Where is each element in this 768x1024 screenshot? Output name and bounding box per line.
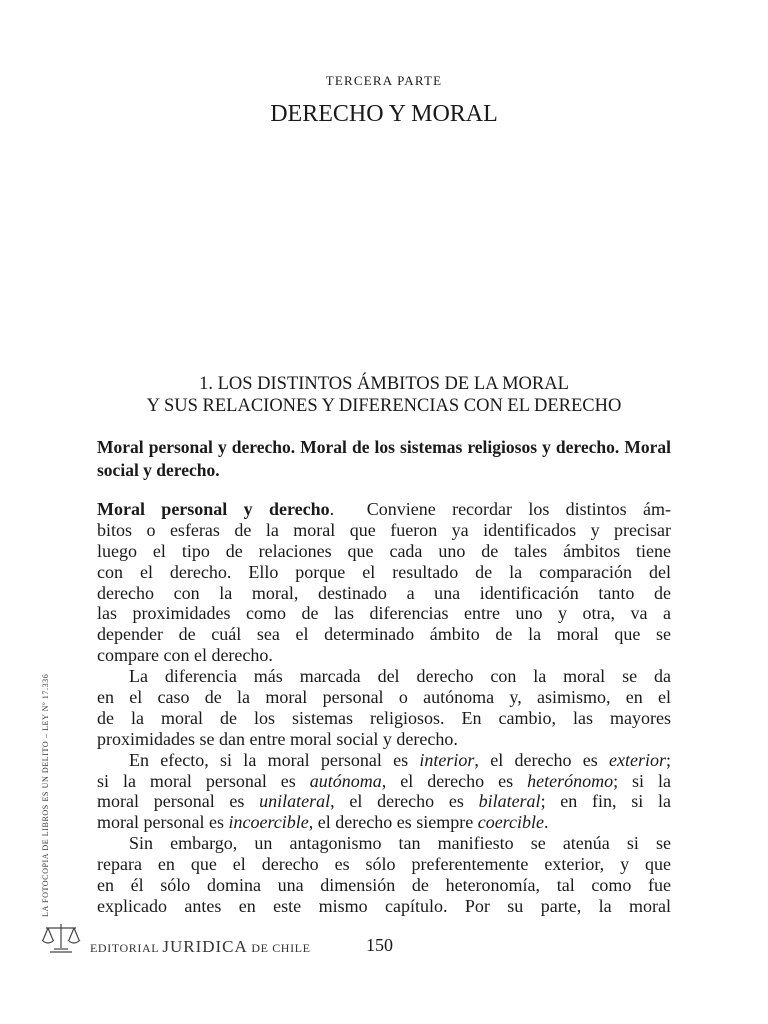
body-line: proximidades se dan entre moral social y derecho. bbox=[97, 728, 458, 749]
body-line: La diferencia más marcada del derecho con la moral se da bbox=[129, 666, 671, 687]
section-heading-line-2: Y SUS RELACIONES Y DIFERENCIAS CON EL DERECHO bbox=[146, 396, 622, 416]
part-label: TERCERA PARTE bbox=[325, 73, 443, 88]
body-line: explicado antes en este mismo capítulo. Por su parte, la moral bbox=[97, 895, 671, 916]
body-line: depender de cuál sea el determinado ámbito de la moral que se bbox=[97, 624, 671, 645]
body-line: En efecto, si la moral personal es interior, el derecho es exterior; bbox=[129, 749, 671, 770]
section-heading bbox=[97, 373, 671, 417]
section-heading-line-1: 1. LOS DISTINTOS ÁMBITOS DE LA MORAL bbox=[199, 374, 569, 394]
body-line: moral personal es unilateral, el derecho es bilateral; en fin, si la bbox=[97, 791, 671, 812]
subheading: Moral personal y derecho. Moral de los sistemas religiosos y derecho. Moral social y derecho. bbox=[97, 437, 671, 480]
lead-bold: Moral personal y derecho bbox=[97, 499, 330, 519]
body-line: las proximidades como de las diferencias entre uno y otra, va a bbox=[97, 603, 671, 624]
body-line: repara en que el derecho es sólo preferentemente exterior, y que bbox=[97, 854, 671, 875]
body-line: compare con el derecho. bbox=[97, 645, 273, 666]
body-line: en el caso de la moral personal o autónoma y, asimismo, en el bbox=[97, 687, 671, 708]
body-line: moral personal es incoercible, el derecho es siempre coercible. bbox=[97, 812, 549, 833]
part-title: DERECHO Y MORAL bbox=[270, 101, 498, 127]
page-number: 150 bbox=[366, 935, 393, 955]
body-line: luego el tipo de relaciones que cada uno de tales ámbitos tiene bbox=[97, 540, 671, 561]
scales-of-justice-icon bbox=[41, 920, 81, 954]
body-line: con el derecho. Ello porque el resultado de la comparación del bbox=[97, 561, 671, 582]
body-line: derecho con la moral, destinado a una identificación tanto de bbox=[97, 582, 671, 603]
body-line: Moral personal y derecho. Conviene recordar los distintos ám- bbox=[97, 499, 671, 519]
copyright-margin-note: LA FOTOCOPIA DE LIBROS ES UN DELITO – LEY Nº 17.336 bbox=[41, 673, 50, 917]
body-line: bitos o esferas de la moral que fueron ya identificados y precisar bbox=[97, 519, 671, 540]
body-line: Sin embargo, un antagonismo tan manifiesto se atenúa si se bbox=[129, 833, 671, 854]
body-line: en él sólo domina una dimensión de heteronomía, tal como fue bbox=[97, 875, 671, 896]
publisher-name: EDITORIAL JURIDICA DE CHILE bbox=[90, 937, 311, 956]
body-text bbox=[97, 499, 671, 917]
body-line: si la moral personal es autónoma, el derecho es heterónomo; si la bbox=[97, 770, 672, 791]
body-line: de la moral de los sistemas religiosos. En cambio, las mayores bbox=[97, 707, 671, 728]
